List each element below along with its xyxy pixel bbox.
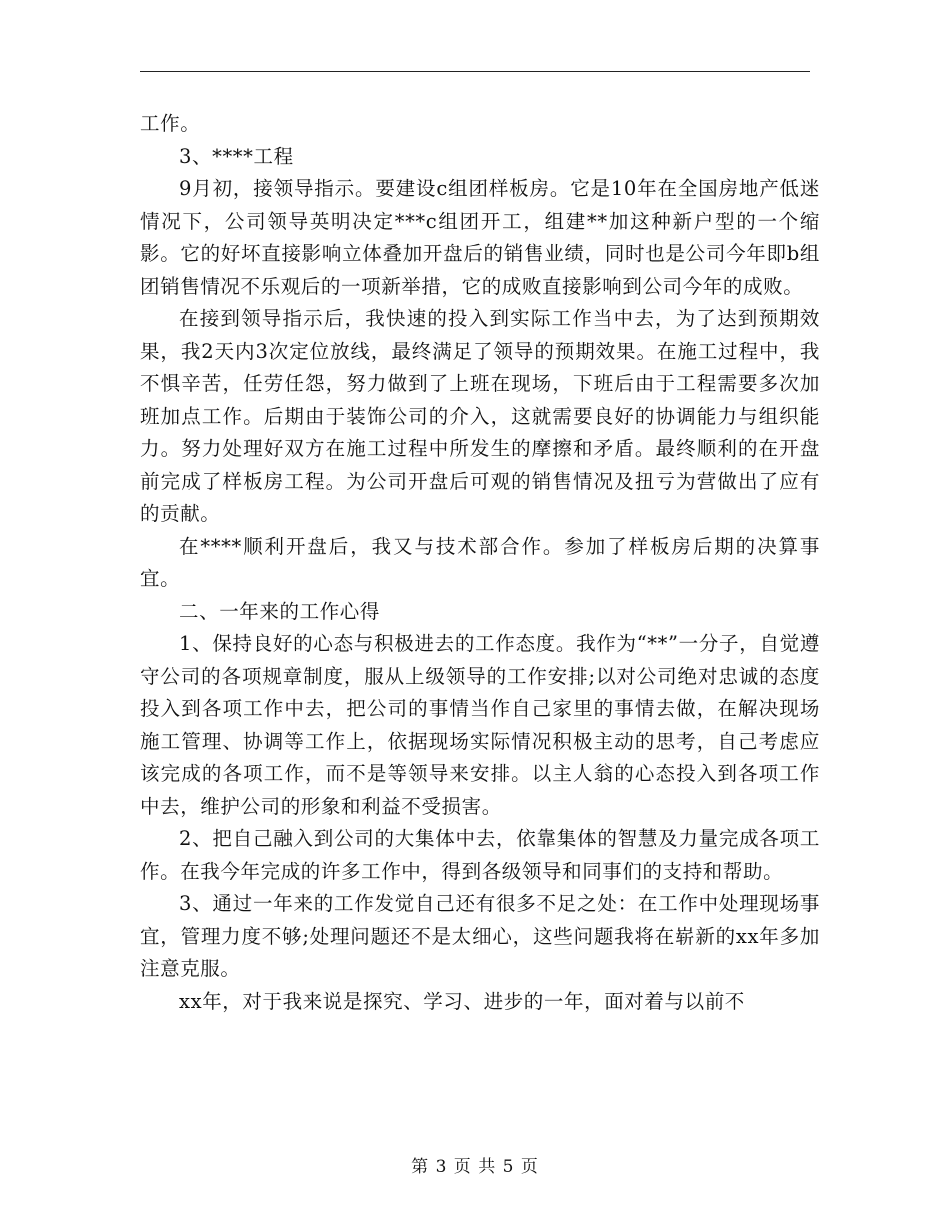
paragraph-project-settlement: 在****顺利开盘后，我又与技术部合作。参加了样板房后期的决算事宜。 xyxy=(140,534,820,590)
paragraph-outlook: xx年，对于我来说是探究、学习、进步的一年，面对着与以前不 xyxy=(179,989,745,1013)
section-heading-experience: 二、一年来的工作心得 xyxy=(179,599,381,623)
header-rule xyxy=(140,71,810,72)
paragraph-experience-2: 2、把自己融入到公司的大集体中去，依靠集体的智慧及力量完成各项工作。在我今年完成的许多工作中，得到各级领导和同事们的支持和帮助。 xyxy=(140,827,820,883)
document-body xyxy=(140,108,820,1018)
paragraph-continuation: 工作。 xyxy=(140,112,201,135)
section-heading-project: 3、****工程 xyxy=(179,144,294,168)
paragraph-project-work: 在接到领导指示后，我快速的投入到实际工作当中去，为了达到预期效果，我2天内3次定位放线，最终满足了领导的预期效果。在施工过程中，我不惧辛苦，任劳任怨，努力做到了上班在现场，下班后由于工程需要多次加班加点工作。后期由于装饰公司的介入，这就需要良好的协调能力与组织能力。努力处理好双方在施工过程中所发生的摩擦和矛盾。最终顺利的在开盘前完成了样板房工程。为公司开盘后可观的销售情况及扭亏为营做出了应有的贡献。 xyxy=(140,307,820,525)
paragraph-project-intro: 9月初，接领导指示。要建设c组团样板房。它是10年在全国房地产低迷情况下，公司领导英明决定***c组团开工，组建**加这种新户型的一个缩影。它的好坏直接影响立体叠加开盘后的销售业绩，同时也是公司今年即b组团销售情况不乐观后的一项新举措，它的成败直接影响到公司今年的成败。 xyxy=(140,177,820,298)
paragraph-experience-3: 3、通过一年来的工作发觉自己还有很多不足之处：在工作中处理现场事宜，管理力度不够;处理问题还不是太细心，这些问题我将在崭新的xx年多加注意克服。 xyxy=(140,892,820,980)
page-number-footer: 第 3 页 共 5 页 xyxy=(411,1157,539,1177)
paragraph-experience-1: 1、保持良好的心态与积极进去的工作态度。我作为“**”一分子，自觉遵守公司的各项规章制度，服从上级领导的工作安排;以对公司绝对忠诚的态度投入到各项工作中去，把公司的事情当作自己家里的事情去做，在解决现场施工管理、协调等工作上，依据现场实际情况积极主动的思考，自己考虑应该完成的各项工作，而不是等领导来安排。以主人翁的心态投入到各项工作中去，维护公司的形象和利益不受损害。 xyxy=(140,632,820,818)
